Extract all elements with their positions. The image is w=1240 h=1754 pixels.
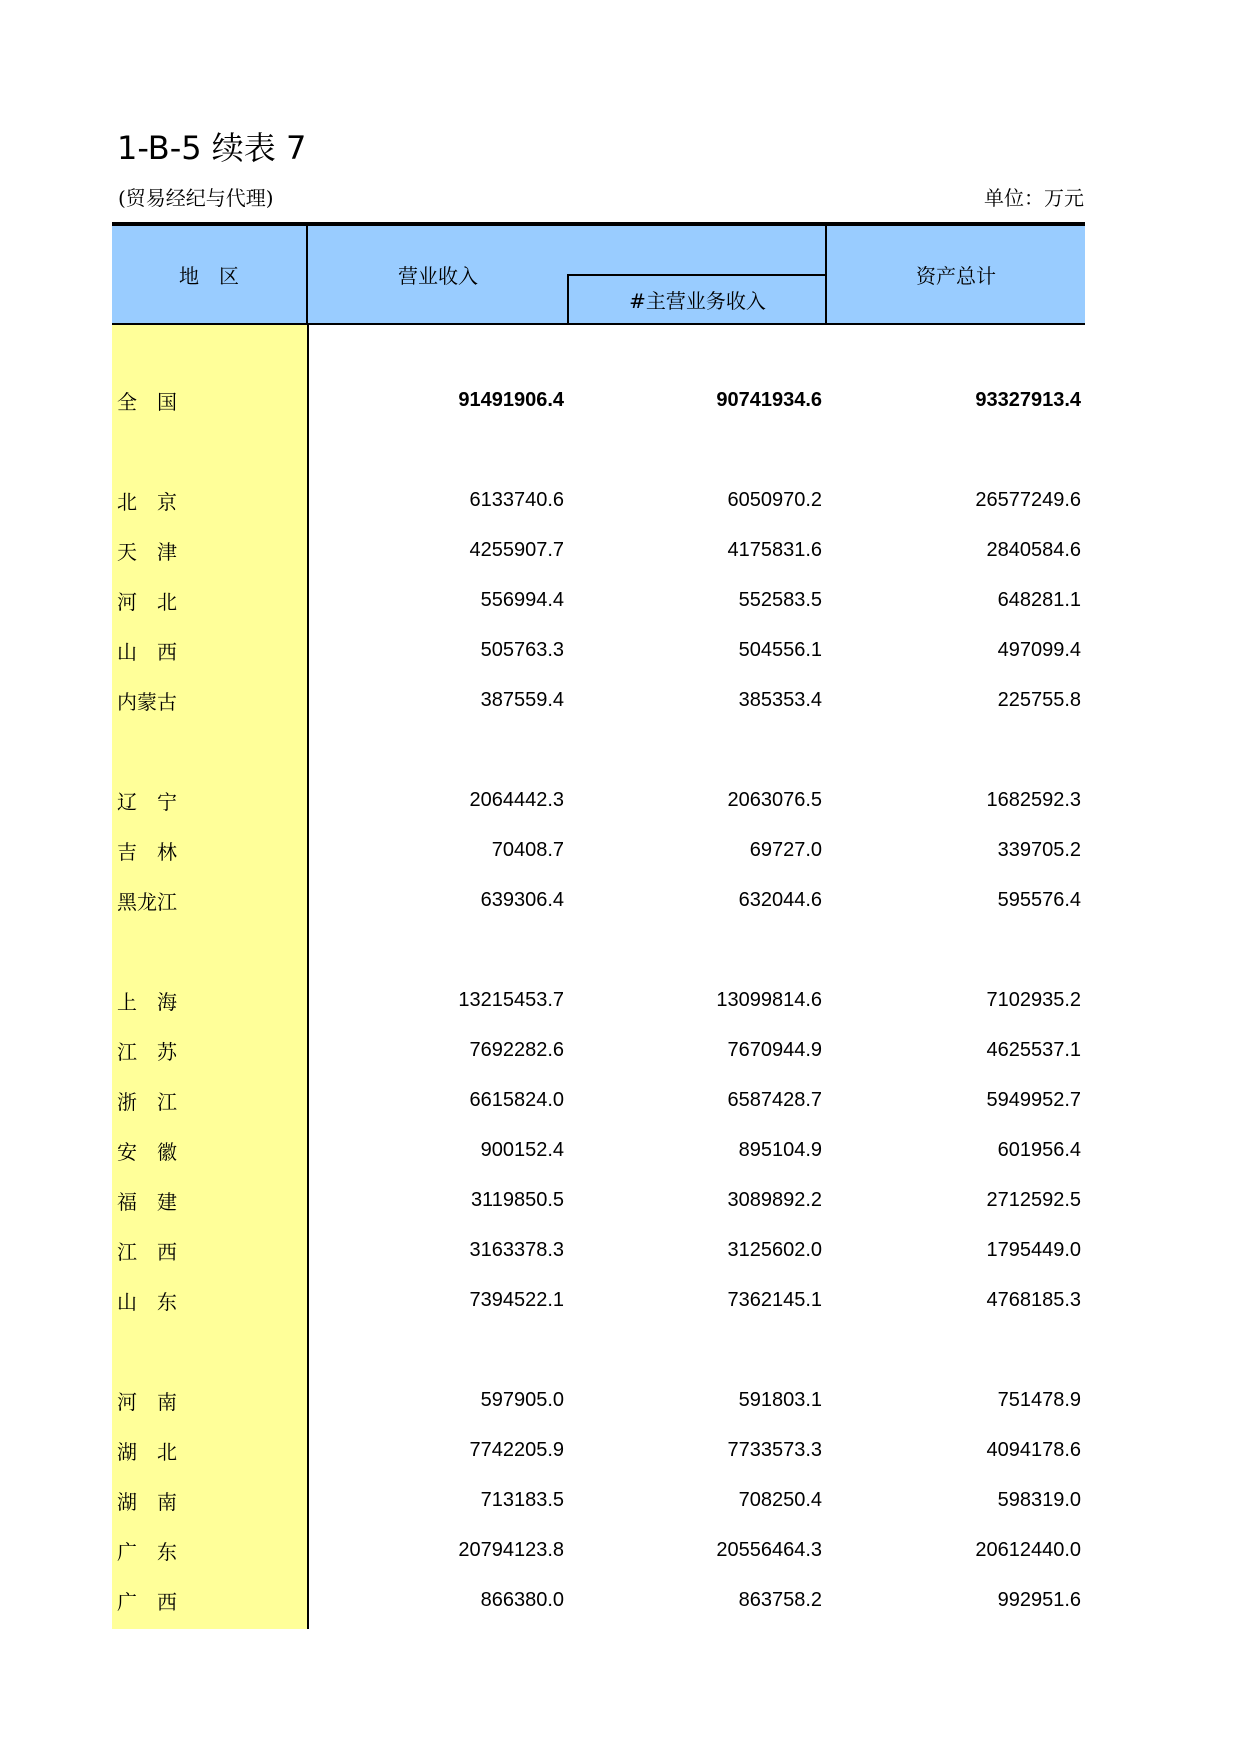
table-row <box>112 1075 1085 1125</box>
spacer-row <box>112 725 1085 775</box>
revenue-value: 556994.4 <box>480 588 564 611</box>
region-name: 天 津 <box>117 539 177 564</box>
region-name: 辽 宁 <box>117 789 177 814</box>
main-revenue-value: 895104.9 <box>738 1138 822 1161</box>
main-revenue-value: 6050970.2 <box>727 488 822 511</box>
main-revenue-value: 4175831.6 <box>727 538 822 561</box>
region-name: 河 南 <box>117 1389 177 1414</box>
table-row <box>112 1125 1085 1175</box>
main-revenue-value: 3125602.0 <box>727 1238 822 1261</box>
revenue-value: 6615824.0 <box>469 1088 564 1111</box>
page-title: 1-B-5 续表 7 <box>117 129 307 167</box>
assets-value: 598319.0 <box>997 1488 1081 1511</box>
table-subtitle: (贸易经纪与代理) <box>118 186 274 210</box>
revenue-value: 7742205.9 <box>469 1438 564 1461</box>
revenue-value: 505763.3 <box>480 638 564 661</box>
table-row <box>112 975 1085 1025</box>
revenue-value: 3119850.5 <box>470 1188 564 1211</box>
header-total-assets: 资产总计 <box>825 226 1085 323</box>
main-revenue-value: 3089892.2 <box>727 1188 822 1211</box>
table-row <box>112 1475 1085 1525</box>
region-name: 上 海 <box>117 989 177 1014</box>
main-revenue-value: 7362145.1 <box>727 1288 822 1311</box>
main-revenue-value: 7733573.3 <box>727 1438 822 1461</box>
assets-value: 751478.9 <box>997 1388 1081 1411</box>
spacer-row <box>112 325 1085 375</box>
assets-value: 4625537.1 <box>986 1038 1081 1061</box>
main-revenue-value: 632044.6 <box>738 888 822 911</box>
region-name: 江 西 <box>117 1239 177 1264</box>
assets-value: 4094178.6 <box>986 1438 1081 1461</box>
region-name: 湖 北 <box>117 1439 177 1464</box>
table-row <box>112 775 1085 825</box>
assets-value: 601956.4 <box>997 1138 1081 1161</box>
spacer-row <box>112 1325 1085 1375</box>
revenue-value: 713183.5 <box>480 1488 564 1511</box>
main-revenue-value: 6587428.7 <box>727 1088 822 1111</box>
table-row <box>112 1175 1085 1225</box>
region-name: 全 国 <box>117 389 177 414</box>
region-name: 湖 南 <box>117 1489 177 1514</box>
table-row <box>112 1025 1085 1075</box>
table-rows <box>112 325 1085 1625</box>
table-row <box>112 825 1085 875</box>
table-row <box>112 1575 1085 1625</box>
assets-value: 4768185.3 <box>986 1288 1081 1311</box>
main-revenue-value: 2063076.5 <box>727 788 822 811</box>
revenue-value: 7692282.6 <box>469 1038 564 1061</box>
region-name: 广 西 <box>117 1589 177 1614</box>
unit-label: 单位：万元 <box>984 186 1084 210</box>
assets-value: 20612440.0 <box>975 1538 1081 1561</box>
revenue-value: 387559.4 <box>480 688 564 711</box>
revenue-value: 70408.7 <box>491 838 564 861</box>
table-header <box>112 226 1085 325</box>
assets-value: 5949952.7 <box>986 1088 1081 1111</box>
region-name: 江 苏 <box>117 1039 177 1064</box>
assets-value: 225755.8 <box>997 688 1081 711</box>
region-name: 福 建 <box>117 1189 177 1214</box>
header-main-business-revenue: #主营业务收入 <box>567 274 826 323</box>
revenue-value: 597905.0 <box>480 1388 564 1411</box>
revenue-value: 13215453.7 <box>458 988 564 1011</box>
assets-value: 992951.6 <box>997 1588 1081 1611</box>
assets-value: 7102935.2 <box>986 988 1081 1011</box>
table-body <box>112 325 1085 1629</box>
spacer-row <box>112 925 1085 975</box>
revenue-value: 900152.4 <box>480 1138 564 1161</box>
assets-value: 339705.2 <box>997 838 1081 861</box>
main-revenue-value: 504556.1 <box>738 638 822 661</box>
region-name: 北 京 <box>117 489 177 514</box>
revenue-value: 3163378.3 <box>469 1238 564 1261</box>
assets-value: 1682592.3 <box>986 788 1081 811</box>
region-name: 黑龙江 <box>117 889 177 914</box>
revenue-value: 639306.4 <box>480 888 564 911</box>
main-revenue-value: 13099814.6 <box>716 988 822 1011</box>
region-name: 山 东 <box>117 1289 177 1314</box>
region-name: 广 东 <box>117 1539 177 1564</box>
assets-value: 595576.4 <box>997 888 1081 911</box>
table-row <box>112 525 1085 575</box>
main-revenue-value: 7670944.9 <box>727 1038 822 1061</box>
table-row <box>112 1525 1085 1575</box>
table-row <box>112 675 1085 725</box>
table-row <box>112 625 1085 675</box>
table-row <box>112 1275 1085 1325</box>
table-row <box>112 1225 1085 1275</box>
table-row <box>112 1425 1085 1475</box>
data-table <box>112 222 1085 1629</box>
main-revenue-value: 20556464.3 <box>716 1538 822 1561</box>
main-revenue-value: 708250.4 <box>738 1488 822 1511</box>
assets-value: 1795449.0 <box>986 1238 1081 1261</box>
table-row <box>112 875 1085 925</box>
assets-value: 2712592.5 <box>986 1188 1081 1211</box>
main-revenue-value: 90741934.6 <box>716 388 822 411</box>
assets-value: 2840584.6 <box>986 538 1081 561</box>
assets-value: 648281.1 <box>997 588 1081 611</box>
region-name: 吉 林 <box>117 839 177 864</box>
region-name: 山 西 <box>117 639 177 664</box>
main-revenue-value: 591803.1 <box>738 1388 822 1411</box>
region-name: 浙 江 <box>117 1089 177 1114</box>
assets-value: 93327913.4 <box>975 388 1081 411</box>
revenue-value: 20794123.8 <box>458 1538 564 1561</box>
assets-value: 497099.4 <box>997 638 1081 661</box>
main-revenue-value: 863758.2 <box>738 1588 822 1611</box>
spacer-row <box>112 425 1085 475</box>
table-row <box>112 475 1085 525</box>
region-name: 安 徽 <box>117 1139 177 1164</box>
revenue-value: 2064442.3 <box>469 788 564 811</box>
table-row <box>112 1375 1085 1425</box>
main-revenue-value: 385353.4 <box>738 688 822 711</box>
revenue-value: 7394522.1 <box>469 1288 564 1311</box>
revenue-value: 866380.0 <box>480 1588 564 1611</box>
header-region: 地 区 <box>112 226 308 323</box>
revenue-value: 6133740.6 <box>469 488 564 511</box>
revenue-value: 4255907.7 <box>469 538 564 561</box>
region-name: 内蒙古 <box>117 689 177 714</box>
main-revenue-value: 552583.5 <box>738 588 822 611</box>
region-name: 河 北 <box>117 589 177 614</box>
main-revenue-value: 69727.0 <box>749 838 822 861</box>
revenue-value: 91491906.4 <box>458 388 564 411</box>
assets-value: 26577249.6 <box>975 488 1081 511</box>
total-row <box>112 375 1085 425</box>
header-revenue: 营业收入 <box>398 264 478 288</box>
table-row <box>112 575 1085 625</box>
